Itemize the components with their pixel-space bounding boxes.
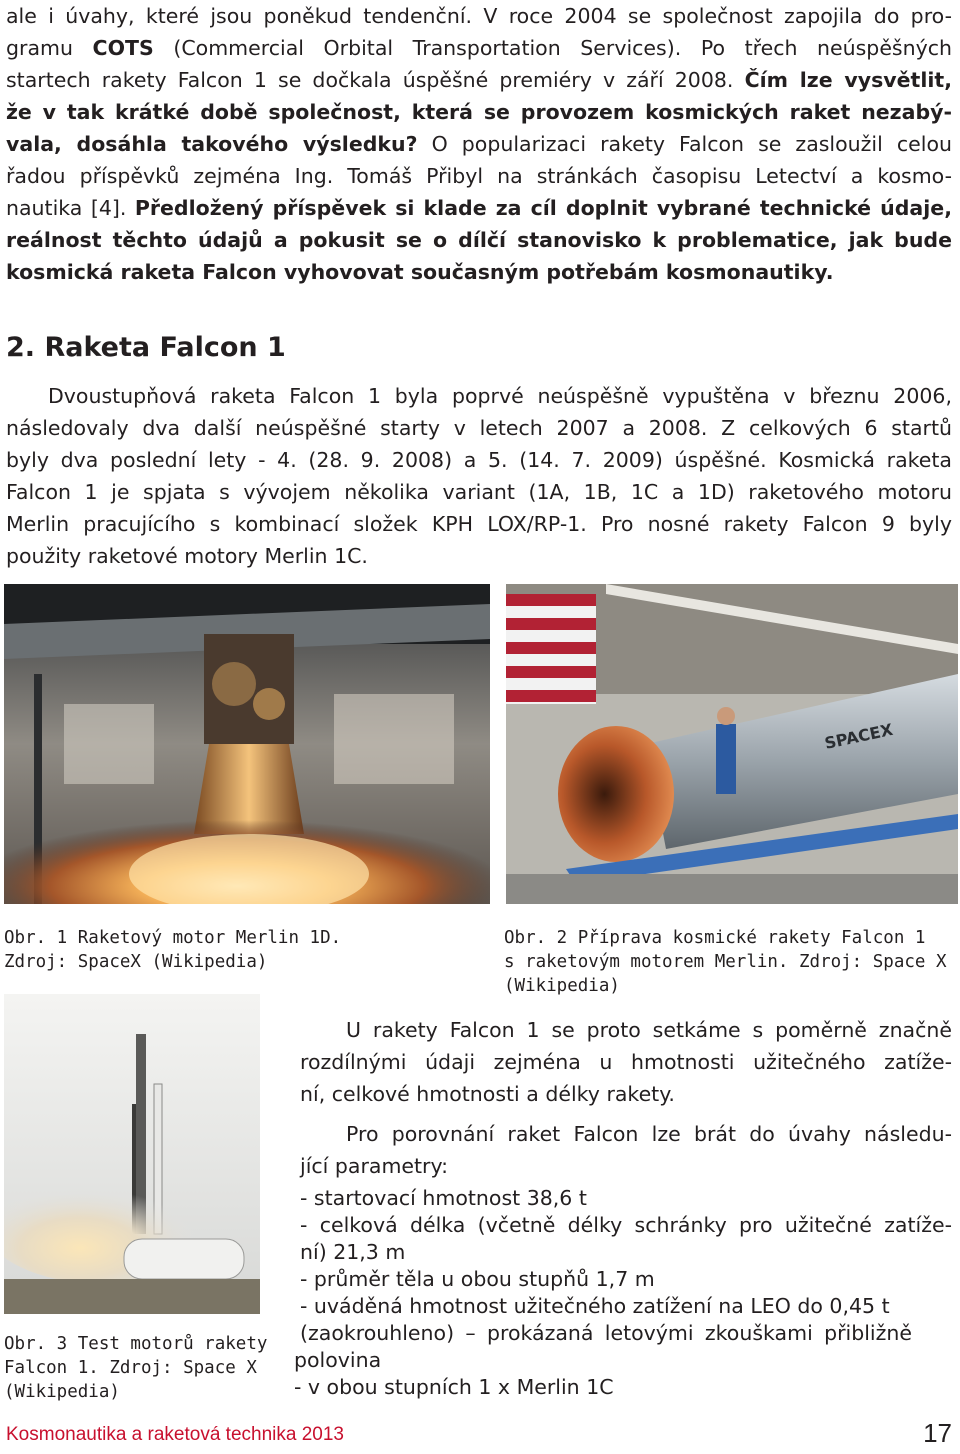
intro-line-4: že v tak krátké době společnost, která se provozem kosmických raket nezabý- [6,100,952,124]
intro-line-6: řadou příspěvků zejména Ing. Tomáš Přibyl na stránkách časopisu Letectví a kosmo- [6,164,952,188]
page-number: 17 [923,1418,952,1448]
fig1-caption-line-1: Obr. 1 Raketový motor Merlin 1D. [4,928,342,948]
intro-line-5 [6,128,952,160]
param-item-4: - uváděná hmotnost užitečného zatížení na LEO do 0,45 t [300,1294,890,1318]
intro-bold: Předložený příspěvek si klade za cíl doplnit vybrané technické údaje, [134,196,952,220]
intro-line-7 [6,192,952,224]
fig3-caption-line-1: Obr. 3 Test motorů rakety [4,1334,268,1354]
intro-line-1: ale i úvahy, které jsou poněkud tendenční. V roce 2004 se společnost zapojila do pro- [6,4,952,28]
intro-text: (Commercial Orbital Transportation Services). Po třech neúspěšných [153,36,953,60]
intro-line-3 [6,64,952,96]
fig1-caption-line-2: Zdroj: SpaceX (Wikipedia) [4,952,268,972]
fig2-caption-line-3: (Wikipedia) [504,976,620,996]
cots-bold: COTS [92,36,154,60]
fig2-caption-line-1: Obr. 2 Příprava kosmické rakety Falcon 1 [504,928,926,948]
intro-line-2 [6,32,952,64]
section-line-5: Merlin pracujícího s kombinací složek KPH LOX/RP-1. Pro nosné rakety Falcon 9 byly [6,512,952,536]
param-item-5: - v obou stupních 1 x Merlin 1C [294,1375,614,1399]
figure-3-engine-test-photo [4,994,260,1314]
right-para-line-1: U rakety Falcon 1 se proto setkáme s poměrně značně [346,1018,952,1042]
figure-1-merlin-engine-photo [4,584,490,904]
section-heading: 2. Raketa Falcon 1 [6,332,286,363]
intro-bold: vala, dosáhla takového výsledku? [6,132,418,156]
journal-footer: Kosmonautika a raketová technika 2013 [6,1424,344,1445]
section-line-3: byly dva poslední lety - 4. (28. 9. 2008) a 5. (14. 7. 2009) úspěšné. Kosmická raketa [6,448,952,472]
right-para-line-4: Pro porovnání raket Falcon lze brát do úvahy následu- [346,1122,952,1146]
fig3-caption-line-3: (Wikipedia) [4,1382,120,1402]
section-line-2: následovaly dva další neúspěšné starty v letech 2007 a 2008. Z celkových 6 startů [6,416,952,440]
param-item-2-cont: ní) 21,3 m [300,1240,406,1264]
right-para-line-2: rozdílnými údaji zejména u hmotnosti užitečného zatíže- [300,1050,952,1074]
right-para-line-3: ní, celkové hmotnosti a délky rakety. [300,1082,675,1106]
fig3-caption-line-2: Falcon 1. Zdroj: Space X [4,1358,257,1378]
fig2-caption-line-2: s raketovým motorem Merlin. Zdroj: Space X [504,952,947,972]
intro-text: gramu [6,36,93,60]
section-line-1: Dvoustupňová raketa Falcon 1 byla poprvé neúspěšně vypuštěna v březnu 2006, [48,384,952,408]
intro-bold: Čím lze vysvětlit, [744,68,952,92]
right-para-line-5: jící parametry: [300,1154,449,1178]
param-item-3: - průměr těla u obou stupňů 1,7 m [300,1267,655,1291]
section-line-4: Falcon 1 je spjata s vývojem několika variant (1A, 1B, 1C a 1D) raketového motoru [6,480,952,504]
param-item-1: - startovací hmotnost 38,6 t [300,1186,587,1210]
param-item-4-cont: (zaokrouhleno) – prokázaná letovými zkouškami přibližně [300,1321,912,1345]
intro-line-9: kosmická raketa Falcon vyhovovat současným potřebám kosmonautiky. [6,260,834,284]
intro-line-8: reálnost těchto údajů a pokusit se o dílčí stanovisko k problematice, jak bude [6,228,952,252]
intro-text: nautika [4]. [6,196,135,220]
param-item-2: - celková délka (včetně délky schránky pro užitečné zatíže- [300,1213,952,1237]
param-item-4-cont-2: polovina [294,1348,382,1372]
intro-text: startech rakety Falcon 1 se dočkala úspěšné premiéry v září 2008. [6,68,745,92]
us-flag [506,594,596,704]
section-line-6: použity raketové motory Merlin 1C. [6,544,368,568]
figure-2-falcon-hangar-photo [506,584,958,904]
intro-text: O popularizaci rakety Falcon se zasloužil celou [417,132,952,156]
spacex-logo: SPACEX [822,719,895,753]
